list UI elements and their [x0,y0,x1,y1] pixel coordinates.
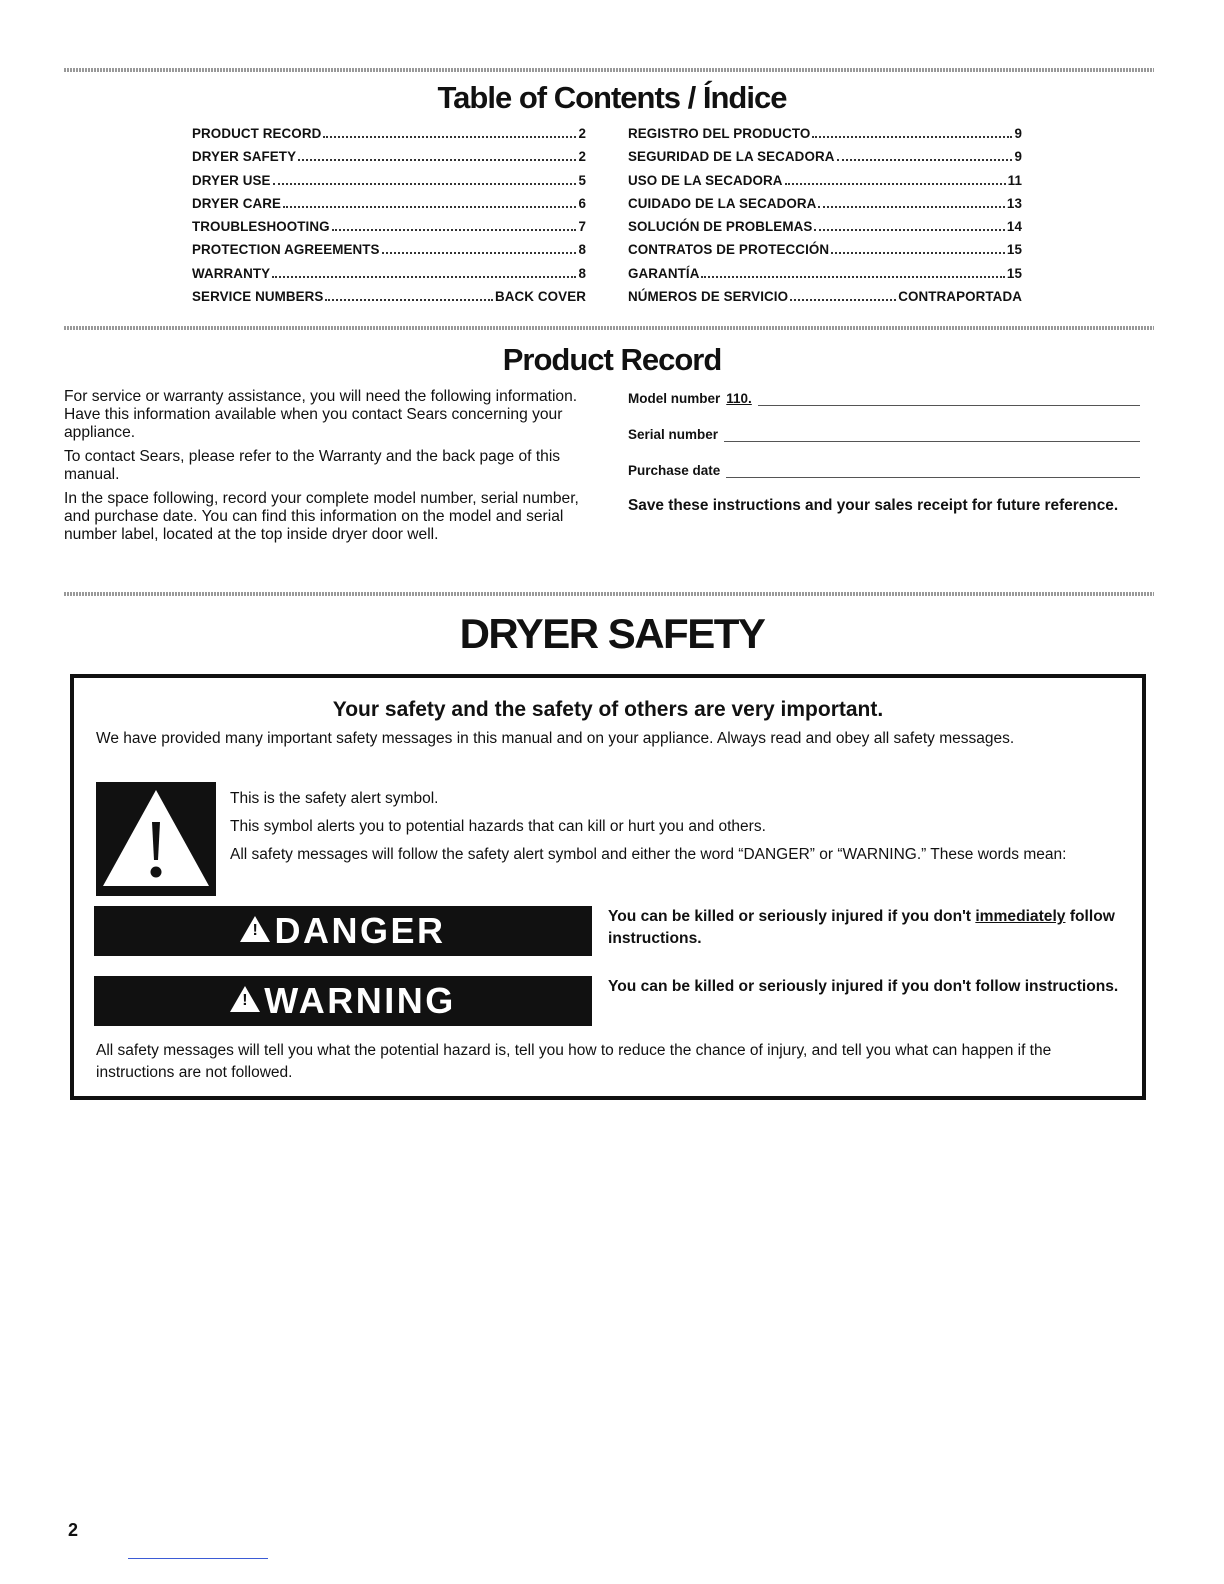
safety-box [70,674,1146,1100]
safety-heading: Your safety and the safety of others are very important. [332,698,884,721]
alert-line: All safety messages will follow the safety alert symbol and either the word “DANGER” or “WARNING.” These words mean: [230,846,1067,863]
warning-description: You can be killed or seriously injured if you don't follow instructions. [608,978,1119,995]
toc-entry-page: 8 [578,265,586,281]
toc-entry-label: DRYER SAFETY [192,149,297,165]
toc-entry-label: WARRANTY [192,265,271,281]
model-number-value: 110. [726,391,752,406]
toc-entry-page: 2 [578,126,586,141]
toc-leader-dots [272,276,576,278]
toc-divider [64,326,1154,330]
toc-entry-label: SEGURIDAD DE LA SECADORA [628,149,835,165]
toc-leader-dots [814,229,1005,231]
toc-entry [628,196,1022,219]
info-paragraph: In the space following, record your complete model number, serial number, and purchase date. You can find this information on the model and serial number label, located at the top inside dryer door well. [64,490,579,543]
toc-leader-dots [812,136,1012,138]
toc-entry-label: USO DE LA SECADORA [628,172,783,188]
toc-entry [628,289,1022,312]
toc-entry-page: 8 [578,242,586,258]
toc-leader-dots [785,183,1006,185]
toc-leader-dots [818,206,1004,208]
toc-entry-label: CUIDADO DE LA SECADORA [628,195,817,211]
purchase-date-label: Purchase date [628,463,721,478]
toc-entry [192,126,586,149]
toc-leader-dots [382,252,577,254]
toc-entry [192,196,586,219]
toc-english-column [192,126,586,312]
toc-entry-page: 7 [578,219,586,235]
model-number-field [628,388,1140,406]
toc-entry [192,266,586,289]
product-record-form [628,388,1140,515]
toc-entry-label: REGISTRO DEL PRODUCTO [628,126,811,141]
safety-alert-icon-graphic [96,782,216,896]
page-number: 2 [68,1520,79,1540]
toc-entry-label: NÚMEROS DE SERVICIO [628,289,789,305]
alert-line: This symbol alerts you to potential hazards that can kill or hurt you and others. [230,818,766,835]
top-divider [64,68,1154,72]
toc-leader-dots [332,229,577,231]
toc-entry-page: 15 [1006,242,1022,258]
toc-entry-label: SOLUCIÓN DE PROBLEMAS [628,219,813,235]
toc-entry-label: PROTECTION AGREEMENTS [192,242,380,258]
model-number-label: Model number [628,391,721,406]
toc-leader-dots [283,206,576,208]
danger-desc-part: follow instructions. [608,908,1115,947]
serial-number-label: Serial number [628,427,719,442]
alert-explanation [230,790,1110,874]
toc-entry-page: 11 [1007,172,1022,188]
safety-closing: All safety messages will tell you what the potential hazard is, tell you how to reduce the chance of injury, and tell you what can happen if the instructions are not followed. [96,1042,1052,1081]
alert-triangle-icon [230,986,260,1012]
toc-entry-page: BACK COVER [494,289,586,305]
toc-entry-page: 9 [1014,126,1022,141]
alert-line: This is the safety alert symbol. [230,790,439,807]
warning-signal-bar [94,976,592,1026]
toc-entry [192,219,586,242]
toc-entry-page: 5 [578,172,586,188]
toc-leader-dots [325,299,493,301]
warning-word: WARNING [264,980,456,1021]
product-record-divider [64,592,1154,596]
toc-entry-label: CONTRATOS DE PROTECCIÓN [628,242,830,258]
danger-desc-emphasis: immediately [975,908,1066,925]
toc-entry-label: PRODUCT RECORD [192,126,322,141]
alert-triangle-icon [240,916,270,942]
toc-leader-dots [837,159,1013,161]
info-paragraph: To contact Sears, please refer to the Warranty and the back page of this manual. [64,448,561,483]
purchase-date-field [628,460,1140,478]
toc-entry [192,173,586,196]
toc-entry [628,266,1022,289]
toc-entry [192,242,586,265]
toc-entry [628,173,1022,196]
safety-intro: We have provided many important safety messages in this manual and on your appliance. Always read and obey all safety messages. [96,730,1015,747]
toc-entry-label: DRYER USE [192,172,271,188]
toc-leader-dots [323,136,576,138]
purchase-date-line [726,463,1140,478]
toc-entry-page: 6 [578,195,586,211]
product-record-title: Product Record [502,342,722,377]
toc-entry [628,149,1022,172]
serial-number-line [724,427,1140,442]
toc-entry [192,289,586,312]
toc-entry-label: GARANTÍA [628,265,700,281]
toc-entry [628,219,1022,242]
danger-word: DANGER [274,910,446,951]
toc-leader-dots [298,159,576,161]
danger-signal-bar [94,906,592,956]
toc-entry [192,149,586,172]
toc-entry-page: 2 [578,149,586,165]
product-record-info [64,388,584,550]
danger-desc-part: You can be killed or seriously injured if you don't [608,908,976,925]
dryer-safety-title: DRYER SAFETY [459,610,765,657]
toc-leader-dots [701,276,1004,278]
save-instructions-note: Save these instructions and your sales receipt for future reference. [628,497,1119,514]
toc-entry [628,126,1022,149]
danger-description [608,906,1138,950]
toc-entry-page: 14 [1006,219,1022,235]
toc-entry-label: SERVICE NUMBERS [192,289,324,305]
toc-entry-label: DRYER CARE [192,195,282,211]
toc-spanish-column [628,126,1022,312]
footer-rule [128,1558,268,1559]
toc-leader-dots [790,299,896,301]
toc-entry-page: 13 [1006,195,1022,211]
toc-title: Table of Contents / Índice [437,80,787,115]
serial-number-field [628,424,1140,442]
toc-leader-dots [273,183,577,185]
toc-leader-dots [831,252,1005,254]
model-number-line [758,391,1140,406]
info-paragraph: For service or warranty assistance, you will need the following information. Have this information available when you contact Sears concerning your appliance. [64,388,578,441]
toc-entry-label: TROUBLESHOOTING [192,219,330,235]
safety-alert-icon [96,782,216,896]
toc-entry-page: CONTRAPORTADA [898,289,1022,305]
toc-entry [628,242,1022,265]
toc-entry-page: 15 [1006,265,1022,281]
toc-entry-page: 9 [1014,149,1022,165]
